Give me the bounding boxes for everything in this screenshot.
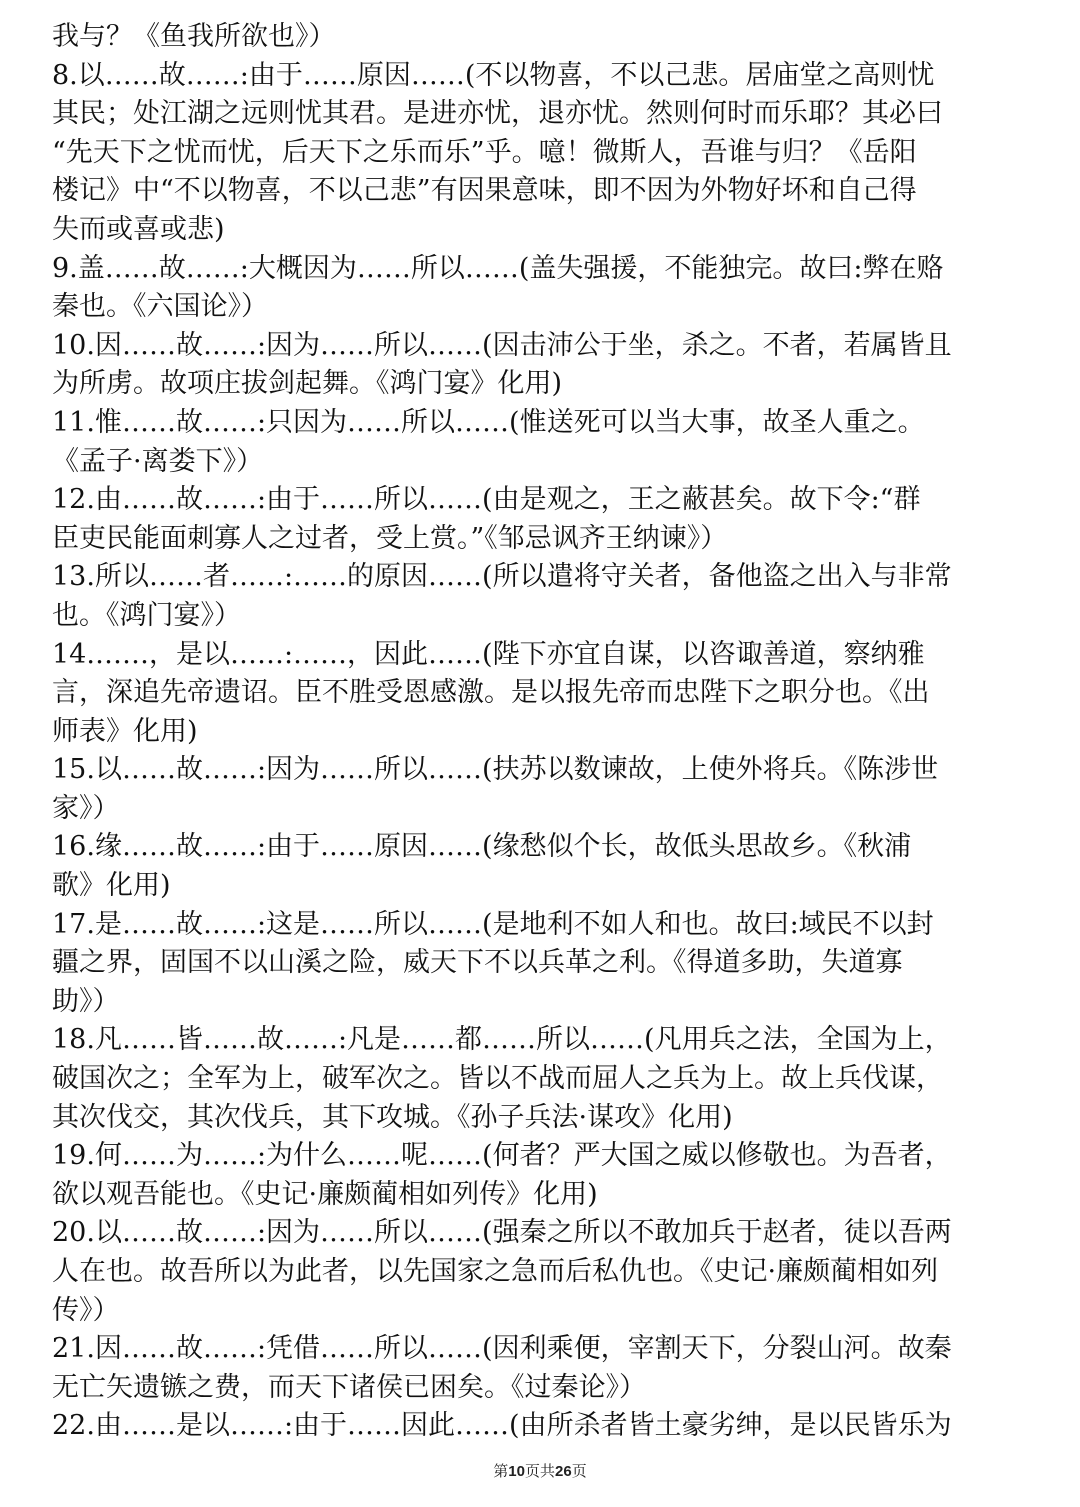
text-line: 欲以观吾能也。《史记·廉颇蔺相如列传》化用) [52, 1178, 598, 1210]
current-page-number: 10 [508, 1463, 525, 1480]
text-line: 楼记》中“不以物喜，不以己悲”有因果意味，即不因为外物好坏和自己得 [52, 175, 917, 207]
text-line: 也。《鸿门宴》） [52, 599, 241, 631]
document-body [52, 18, 1028, 1446]
total-page-count: 26 [555, 1463, 572, 1480]
text-line: 21.因……故……:凭借……所以……(因利乘便，宰割天下，分裂山河。故秦 [52, 1333, 952, 1365]
text-line: 其民；处江湖之远则忧其君。是进亦忧，退亦忧。然则何时而乐耶？其必曰 [52, 98, 943, 130]
text-line: 16.缘……故……:由于……原因……(缘愁似个长，故低头思故乡。《秋浦 [52, 831, 912, 863]
text-line: 13.所以……者……:……的原因……(所以遣将守关者，备他盗之出入与非常 [52, 561, 952, 593]
footer-prefix: 第 [493, 1463, 509, 1480]
text-line: 12.由……故……:由于……所以……(由是观之，王之蔽甚矣。故下令:“群 [52, 484, 921, 516]
text-line: 17.是……故……:这是……所以……(是地利不如人和也。故曰:域民不以封 [52, 908, 934, 940]
text-line: 秦也。《六国论》） [52, 291, 268, 323]
text-line: 无亡矢遗镞之费，而天下诸侯已困矣。《过秦论》） [52, 1371, 646, 1403]
text-line: 失而或喜或悲) [52, 213, 225, 245]
text-line: 10.因……故……:因为……所以……(因击沛公于坐，杀之。不者，若属皆且 [52, 329, 952, 361]
text-line: 破国次之；全军为上，破军次之。皆以不战而屈人之兵为上。故上兵伐谋， [52, 1063, 943, 1095]
text-line: 我与？《鱼我所欲也》） [52, 21, 336, 52]
text-line: 助》） [52, 985, 120, 1017]
text-line: 19.何……为……:为什么……呢……(何者？严大国之威以修敬也。为吾者， [52, 1140, 952, 1172]
footer-suffix: 页 [571, 1463, 587, 1480]
text-line: 14.……，是以……:……，因此……(陛下亦宜自谋，以咨诹善道，察纳雅 [52, 638, 925, 670]
text-line: 言，深追先帝遗诏。臣不胜受恩感激。是以报先帝而忠陛下之职分也。《出 [52, 677, 930, 709]
text-line: 《孟子·离娄下》） [52, 445, 264, 477]
text-line: “先天下之忧而忧，后天下之乐而乐”乎。噫！微斯人，吾谁与归？《岳阳 [52, 136, 917, 168]
text-line: 8.以……故……:由于……原因……(不以物喜，不以己悲。居庙堂之高则忧 [52, 59, 935, 91]
text-line: 家》） [52, 792, 120, 824]
text-line: 15.以……故……:因为……所以……(扶苏以数谏故，上使外将兵。《陈涉世 [52, 754, 939, 786]
text-line: 11.惟……故……:只因为……所以……(惟送死可以当大事，故圣人重之。 [52, 406, 925, 438]
text-line: 18.凡……皆……故……:凡是……都……所以……(凡用兵之法，全国为上， [52, 1024, 952, 1056]
text-line: 臣吏民能面刺寡人之过者，受上赏。”《邹忌讽齐王纳谏》） [52, 522, 728, 554]
footer-middle: 页共 [524, 1463, 555, 1480]
text-line: 师表》化用) [52, 715, 198, 747]
text-line: 9.盖……故……:大概因为……所以……(盖失强援，不能独完。故曰:弊在赂 [52, 252, 944, 284]
text-line: 人在也。故吾所以为此者，以先国家之急而后私仇也。《史记·廉颇蔺相如列 [52, 1256, 939, 1287]
text-line: 20.以……故……:因为……所以……(强秦之所以不敢加兵于赵者，徒以吾两 [52, 1217, 952, 1249]
text-line: 疆之界，固国不以山溪之险，威天下不以兵革之利。《得道多助，失道寡 [52, 947, 903, 979]
text-line: 其次伐交，其次伐兵，其下攻城。《孙子兵法·谋攻》化用) [52, 1101, 733, 1133]
text-line: 为所虏。故项庄拔剑起舞。《鸿门宴》化用) [52, 368, 563, 400]
text-line: 传》） [52, 1294, 120, 1326]
text-line: 歌》化用) [52, 870, 171, 902]
page-number-footer [0, 1460, 1080, 1481]
text-line: 22.由……是以……:由于……因此……(由所杀者皆土豪劣绅，是以民皆乐为 [52, 1410, 952, 1442]
